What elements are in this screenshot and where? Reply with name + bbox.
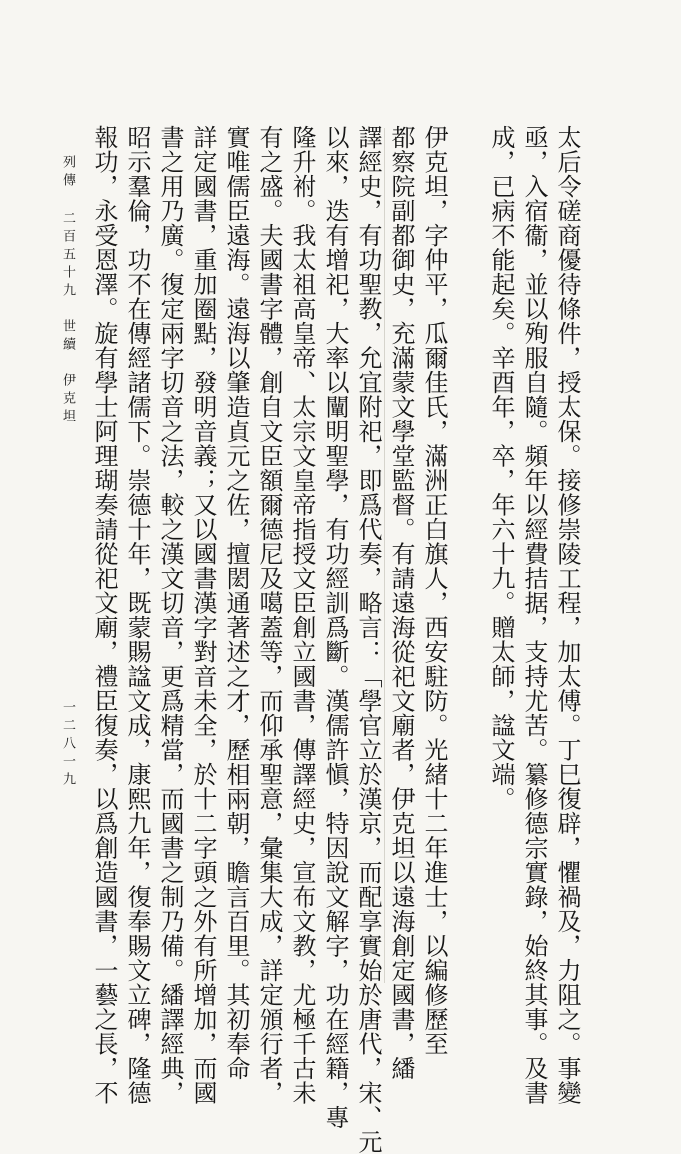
text-column-10: 實唯儒臣遠海。遠海以肇造貞元之佐，擅閎通著述之才，歷相兩朝，瞻言百里。其初奉命: [222, 125, 250, 1081]
text-column-9: 有之盛。夫國書字體，創自文臣額爾德尼及噶蓋等，而仰承聖意，彙集大成，詳定頒行者，: [255, 125, 283, 1105]
text-column-11: 詳定國書，重加圈點，發明音義；又以國書漢字對音未全，於十二字頭之外有所增加，而國: [189, 125, 217, 1105]
text-column-2: 亟，入宿衞，並以殉服自隨。頻年以經費拮据，支持尤苦。纂修德宗實錄，始終其事。及書: [520, 125, 548, 1105]
page-number: 一二八一九: [60, 700, 75, 790]
text-column-3: 成，已病不能起矣。辛酉年，卒，年六十九。贈太師，諡文端。: [487, 125, 515, 811]
text-column-12: 書之用乃廣。復定兩字切音之法，較之漢文切音，更爲精當，而國書之制乃備。繙譯經典，: [156, 125, 184, 1105]
running-head: 列傳 二百五十九 世續 伊克坦: [60, 155, 75, 427]
text-column-13: 昭示羣倫，功不在傳經諸儒下。崇德十年，既蒙賜諡文成，康熙九年，復奉賜文立碑，隆德: [123, 125, 151, 1105]
text-column-7: 以來，迭有增祀，大率以闡明聖學，有功經訓爲斷。漢儒許愼，特因說文解字，功在經籍，專: [321, 125, 349, 1130]
text-column-5: 都察院副都御史，充滿蒙文學堂監督。有請遠海從祀文廟者，伊克坦以遠海創定國書，繙: [387, 125, 415, 1081]
column-divider: [384, 128, 385, 983]
text-column-8: 隆升祔。我太祖高皇帝、太宗文皇帝指授文臣創立國書，傳譯經史，宣布文教，尤極千古未: [288, 125, 316, 1105]
text-column-14: 報功，永受恩澤。旋有學士阿理瑚奏請從祀文廟，禮臣復奏，以爲創造國書，一藝之長，不: [90, 125, 118, 1105]
text-column-4: 伊克坦，字仲平，瓜爾佳氏，滿洲正白旗人，西安駐防。光緒十二年進士，以編修歷至: [420, 125, 448, 1056]
text-column-1: 太后令磋商優待條件，授太保。接修崇陵工程，加太傅。丁巳復辟，懼禍及，力阻之。事變: [553, 125, 581, 1105]
text-column-6: 譯經史，有功聖教，允宜附祀，即爲代奏，略言：「學官立於漢京，而配享實始於唐代，宋、元: [354, 125, 382, 1154]
